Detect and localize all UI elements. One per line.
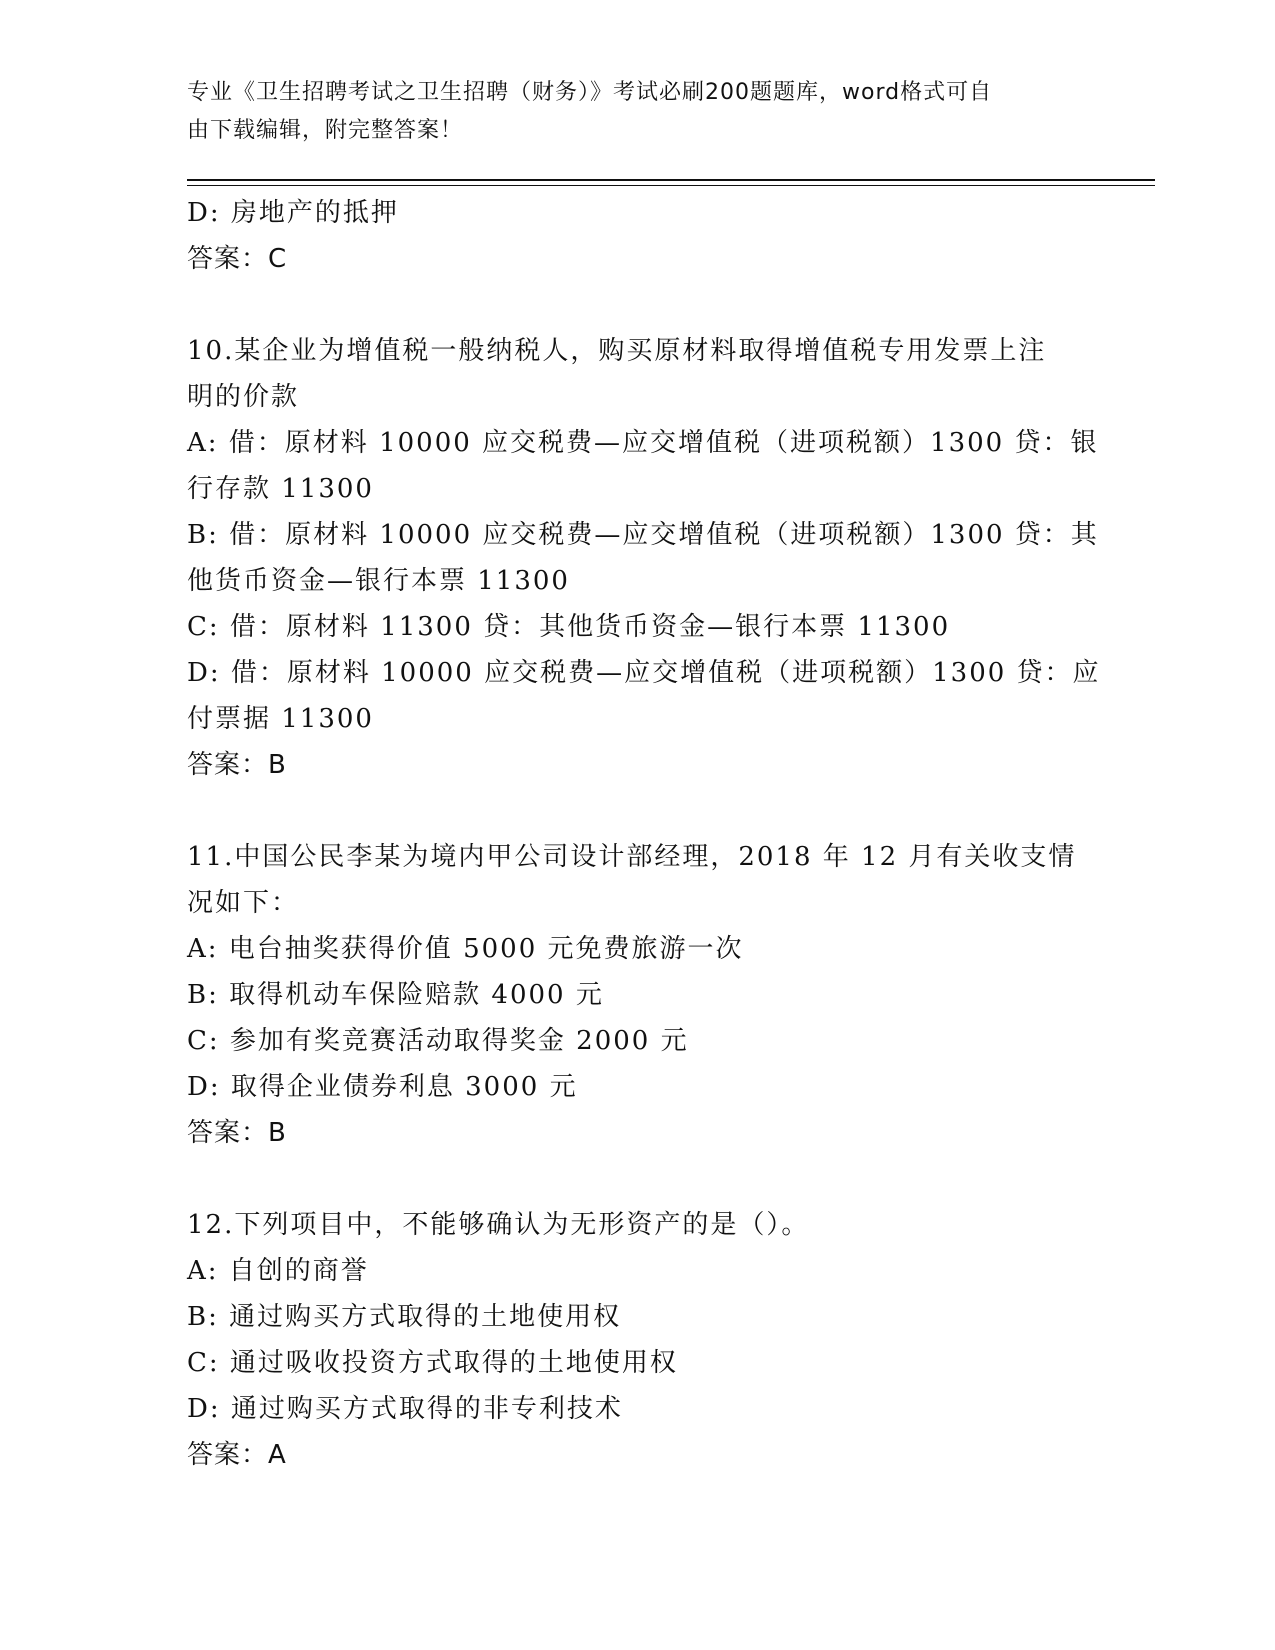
header-line-2: 由下载编辑，附完整答案！ (187, 118, 464, 143)
answer-value: A (268, 1440, 287, 1470)
option-c: C: 参加有奖竞赛活动取得奖金 2000 元 (187, 1026, 689, 1056)
option-a: A: 自创的商誉 (187, 1256, 369, 1286)
answer-value: C (268, 244, 288, 274)
question-stem-continued: 况如下： (187, 888, 300, 918)
header-line-1: 专业《卫生招聘考试之卫生招聘（财务）》考试必刷200题题库，word格式可自 (187, 80, 993, 105)
answer-label: 答案： (187, 244, 269, 274)
question-11 (187, 834, 1087, 1156)
header-note (187, 74, 1067, 150)
question-stem: 12.下列项目中，不能够确认为无形资产的是（）。 (187, 1210, 810, 1240)
answer-value: B (268, 750, 287, 780)
option-d-continued: 付票据 11300 (187, 704, 374, 734)
spacer (187, 282, 1087, 328)
question-stem: 11.中国公民李某为境内甲公司设计部经理，2018 年 12 月有关收支情 (187, 842, 1077, 872)
option-b-continued: 他货币资金—银行本票 11300 (187, 566, 570, 596)
question-content (187, 190, 1101, 1478)
question-answer (187, 1110, 1087, 1156)
answer-label: 答案： (187, 1440, 269, 1470)
carryover-answer (187, 236, 1087, 282)
option-c: C: 借：原材料 11300 贷：其他货币资金—银行本票 11300 (187, 612, 951, 642)
option-d: D: 取得企业债券利息 3000 元 (187, 1072, 578, 1102)
header-rule-thick (187, 179, 1155, 181)
option-a: A: 电台抽奖获得价值 5000 元免费旅游一次 (187, 934, 744, 964)
answer-label: 答案： (187, 1118, 269, 1148)
spacer (187, 1156, 1087, 1202)
option-b: B: 取得机动车保险赔款 4000 元 (187, 980, 604, 1010)
question-stem: 10.某企业为增值税一般纳税人，购买原材料取得增值税专用发票上注 (187, 336, 1047, 366)
option-c: C: 通过吸收投资方式取得的土地使用权 (187, 1348, 678, 1378)
question-10 (187, 328, 1101, 788)
question-answer (187, 742, 1087, 788)
option-b: B: 借：原材料 10000 应交税费—应交增值税（进项税额）1300 贷：其 (187, 520, 1099, 550)
option-b: B: 通过购买方式取得的土地使用权 (187, 1302, 622, 1332)
option-d: D: 通过购买方式取得的非专利技术 (187, 1394, 623, 1424)
answer-value: B (268, 1118, 287, 1148)
header-rule-thin (187, 185, 1155, 186)
option-a: A: 借：原材料 10000 应交税费—应交增值税（进项税额）1300 贷：银 (187, 428, 1099, 458)
spacer (187, 788, 1087, 834)
question-stem-continued: 明的价款 (187, 382, 300, 412)
option-d: D: 借：原材料 10000 应交税费—应交增值税（进项税额）1300 贷：应 (187, 658, 1101, 688)
question-12 (187, 1202, 1087, 1478)
question-answer (187, 1432, 1087, 1478)
carryover-option-d: D: 房地产的抵押 (187, 198, 399, 228)
option-a-continued: 行存款 11300 (187, 474, 374, 504)
answer-label: 答案： (187, 750, 269, 780)
